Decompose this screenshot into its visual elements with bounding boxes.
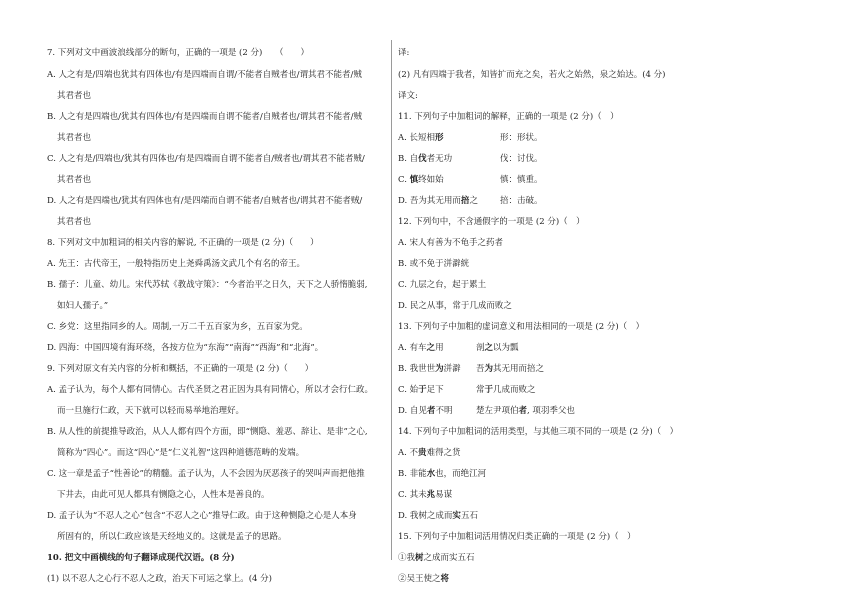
translation-label-1: 译: [398,48,410,58]
q9-option-a-cont: 而一旦施行仁政，天下就可以轻而易举地治理好。 [57,406,245,416]
q11-option-a-gloss: 形：形状。 [500,133,543,143]
q9-option-d: D. 孟子认为“不忍人之心”包含“不忍人之心”推导仁政。由于这种恻隐之心是人本身 [47,511,357,521]
bold-word: 贵 [418,448,427,458]
bold-word: 之 [484,343,494,353]
bold-word: 慎 [409,175,419,185]
q7-option-a-cont: 其君者也 [57,91,92,101]
q14-option-a: A. 不贵难得之货 [398,448,461,458]
bold-word: 兆 [426,490,436,500]
bold-word: 为 [435,364,444,374]
q7-option-b-cont: 其君者也 [57,133,92,143]
q7-option-d: D. 人之有是四端也/犹其有四体也有/是四端而自谓不能者/自贼者也/谓其君不能者贼/ [47,196,363,206]
q12-option-b: B. 或不免于洴澼絖 [398,259,470,269]
q15-item-2: ②吴王使之将 [398,574,450,584]
translation-label-2: 译文: [398,91,418,101]
q14-stem: 14. 下列句子中加粗词的活用类型，与其他三项不同的一项是 (2 分)（ ） [398,427,679,437]
bold-word: 实 [452,511,461,521]
bold-word: 伐 [418,154,427,164]
bold-word: 者 [426,406,436,416]
bold-word: 掊 [460,196,470,206]
q15-item-1: ①我树之成而实五石 [398,553,475,563]
q8-option-c: C. 乡党：这里指同乡的人。周制,一万二千五百家为乡，五百家为党。 [47,322,308,332]
q7-option-b: B. 人之有是四端也/犹其有四体也/有是四端而自谓不能者/自贼者也/谓其君不能者/贼 [47,112,362,122]
bold-word: 之 [426,343,436,353]
q14-option-d: D. 我树之成而实五石 [398,511,478,521]
q9-option-c-cont: 下井去，由此可见人都具有恻隐之心，人性本是善良的。 [57,490,270,500]
q7-option-a: A. 人之有是/四端也犹其有四体也/有是四端而自谓/不能者自贼者也/谓其君不能者/贼 [47,70,362,80]
q9-option-a: A. 孟子认为，每个人都有同情心。古代圣贤之君正因为具有同情心，所以才会行仁政。 [47,385,374,395]
q11-option-b-gloss: 伐：讨伐。 [500,154,543,164]
q15-stem: 15. 下列句子中加粗词活用情况归类正确的一项是 (2 分)（ ） [398,532,636,542]
q8-option-b: B. 孺子：儿童、幼儿。宋代苏轼《教战守策》：“今者治平之日久，天下之人骄惰脆弱, [47,280,368,290]
q7-option-c: C. 人之有是/四端也/犹其有四体也/有是四端而自谓不能者自/贼者也/谓其君不能者贼/ [47,154,365,164]
bold-word: 将 [440,574,450,584]
bold-word: 树 [415,553,424,563]
q13-stem: 13. 下列句子中加粗的虚词意义和用法相同的一项是 (2 分)（ ） [398,322,645,332]
q14-option-c: C. 其未兆易谋 [398,490,453,500]
bold-word: 水 [426,469,436,479]
bold-word: 者 [518,406,528,416]
q14-option-b: B. 非能水也，而绝江河 [398,469,487,479]
q7-option-d-cont: 其君者也 [57,217,92,227]
q9-option-d-cont: 所固有的，所以仁政应该是天经地义的。这就是孟子的思路。 [57,532,287,542]
q8-option-b-cont: 如妇人孺子。” [57,301,109,311]
q9-option-b: B. 从人性的前提推导政治，从人人都有四个方面，即“恻隐、羞恶、辞让、是非”之心, [47,427,368,437]
q8-stem: 8. 下列对文中加粗词的相关内容的解说, 不正确的一项是 (2 分)（ ） [47,238,319,248]
q10-sentence-1: (1) 以不忍人之心行不忍人之政，治天下可运之掌上。(4 分) [47,574,272,584]
q7-stem: 7. 下列对文中画波浪线部分的断句，正确的一项是 (2 分) （ ） [47,48,310,58]
q10-stem: 10. 把文中画横线的句子翻译成现代汉语。(8 分) [47,553,235,563]
q9-option-c: C. 这一章是孟子“性善论”的精髓。孟子认为，人不会因为厌恶孩子的哭叫声而把他推 [47,469,365,479]
column-divider [391,40,392,560]
q8-option-a: A. 先王：古代帝王，一般特指历史上尧舜禹汤文武几个有名的帝王。 [47,259,306,269]
q11-option-c-gloss: 慎：慎重。 [500,175,543,185]
q12-option-a: A. 宋人有善为不龟手之药者 [398,238,504,248]
q10-sentence-2: (2) 凡有四端于我者，知皆扩而充之矣，若火之始然，泉之始达。(4 分) [398,70,666,80]
exam-page: 7. 下列对文中画波浪线部分的断句，正确的一项是 (2 分) （ ） A. 人之有是/四端也犹其有四体也/有是四端而自谓/不能者自贼者也/谓其君不能者/贼 其君者也 B. 人之有是四端也/犹其有四体也/有是四端而自谓不能者/自贼者也/谓其君不能者/贼 其君者也 C. 人之有是/四端也/犹其有四体也/有是四端而自谓不能者自/贼者也/谓其君不能者贼/ 其君者也 D. 人之有是四端也/犹其有四体也有/是四端而自谓不能者/自贼者也/谓其君不能者贼/ 其君者也 8. 下列对文中加粗词的相关内容的解说, 不正确的一项是 (2 分)（ ） A. 先王：古代帝王，一般特指历史上尧舜禹汤文武几个有名的帝王。 B. 孺子：儿童、幼儿。宋代苏轼《教战守策》：“今者治平之日久，天下之人骄惰脆弱, 如妇人孺子。” C. 乡党：这里指同乡的人。周制,一万二千五百家为乡，五百家为党。 D. 四海：中国四境有海环绕，各按方位为“东海”“南海”“西海”和“北海”。 9. 下列对原文有关内容的分析和概括，不正确的一项是 (2 分)（ ） A. 孟子认为，每个人都有同情心。古代圣贤之君正因为具有同情心，所以才会行仁政。 而一旦施行仁政，天下就可以轻而易举地治理好。 B. 从人性的前提推导政治，从人人都有四个方面，即“恻隐、羞恶、辞让、是非”之心, 简称为“四心”。而这“四心”是“仁义礼智”这四种道德范畴的发端。 C. 这一章是孟子“性善论”的精髓。孟子认为，人不会因为厌恶孩子的哭叫声而把他推 下井去，由此可见人都具有恻隐之心，人性本是善良的。 D. 孟子认为“不忍人之心”包含“不忍人之心”推导仁政。由于这种恻隐之心是人本身 所固有的，所以仁政应该是天经地义的。这就是孟子的思路。 10. 把文中画横线的句子翻译成现代汉语。(8 分) (1) 以不忍人之心行不忍人之政，治天下可运之掌上。(4 分) 译: (2) 凡有四端于我者，知皆扩而充之矣，若火之始然，泉之始达。(4 分) 译文: 11. 下列句子中加粗词的解释，正确的一项是 (2 分)（ ） A. 长短相形 形：形状。 B. 自伐者无功 伐：讨伐。 C. 慎终如始 慎：慎重。 D. 吾为其无用而掊之 掊：击破。 12. 下列句中，不含通假字的一项是 (2 分)（ ） A. 宋人有善为不龟手之药者 B. 或不免于洴澼絖 C. 九层之台，起于累土 D. 民之从事，常于几成而败之 13. 下列句子中加粗的虚词意义和用法相同的一项是 (2 分)（ ） A. 有车之用 剖之以为瓢 B. 我世世为洴澼 吾为其无用而掊之 C. 始于足下 常于几成而败之 D. 自见者不明 楚左尹项伯者, 项羽季父也 14. 下列句子中加粗词的活用类型，与其他三项不同的一项是 (2 分)（ ） A. 不贵难得之货 B. 非能水也，而绝江河 C. 其未兆易谋 D. 我树之成而实五石 15. 下列句子中加粗词活用情况归类正确的一项是 (2 分)（ ） ①我树之成而实五石 ②吴王使之将 [0,0,860,607]
q8-option-d: D. 四海：中国四境有海环绕，各按方位为“东海”“南海”“西海”和“北海”。 [47,343,324,353]
bold-word: 于 [484,385,494,395]
q12-option-c: C. 九层之台，起于累土 [398,280,487,290]
q12-stem: 12. 下列句中，不含通假字的一项是 (2 分)（ ） [398,217,585,227]
q9-option-b-cont: 简称为“四心”。而这“四心”是“仁义礼智”这四种道德范畴的发端。 [57,448,305,458]
bold-word: 形 [435,133,444,143]
q9-stem: 9. 下列对原文有关内容的分析和概括，不正确的一项是 (2 分)（ ） [47,364,314,374]
q7-option-c-cont: 其君者也 [57,175,92,185]
q11-stem: 11. 下列句子中加粗词的解释，正确的一项是 (2 分)（ ） [398,112,619,122]
bold-word: 为 [484,364,494,374]
q11-option-d-gloss: 掊：击破。 [500,196,543,206]
bold-word: 于 [418,385,427,395]
q12-option-d: D. 民之从事，常于几成而败之 [398,301,512,311]
